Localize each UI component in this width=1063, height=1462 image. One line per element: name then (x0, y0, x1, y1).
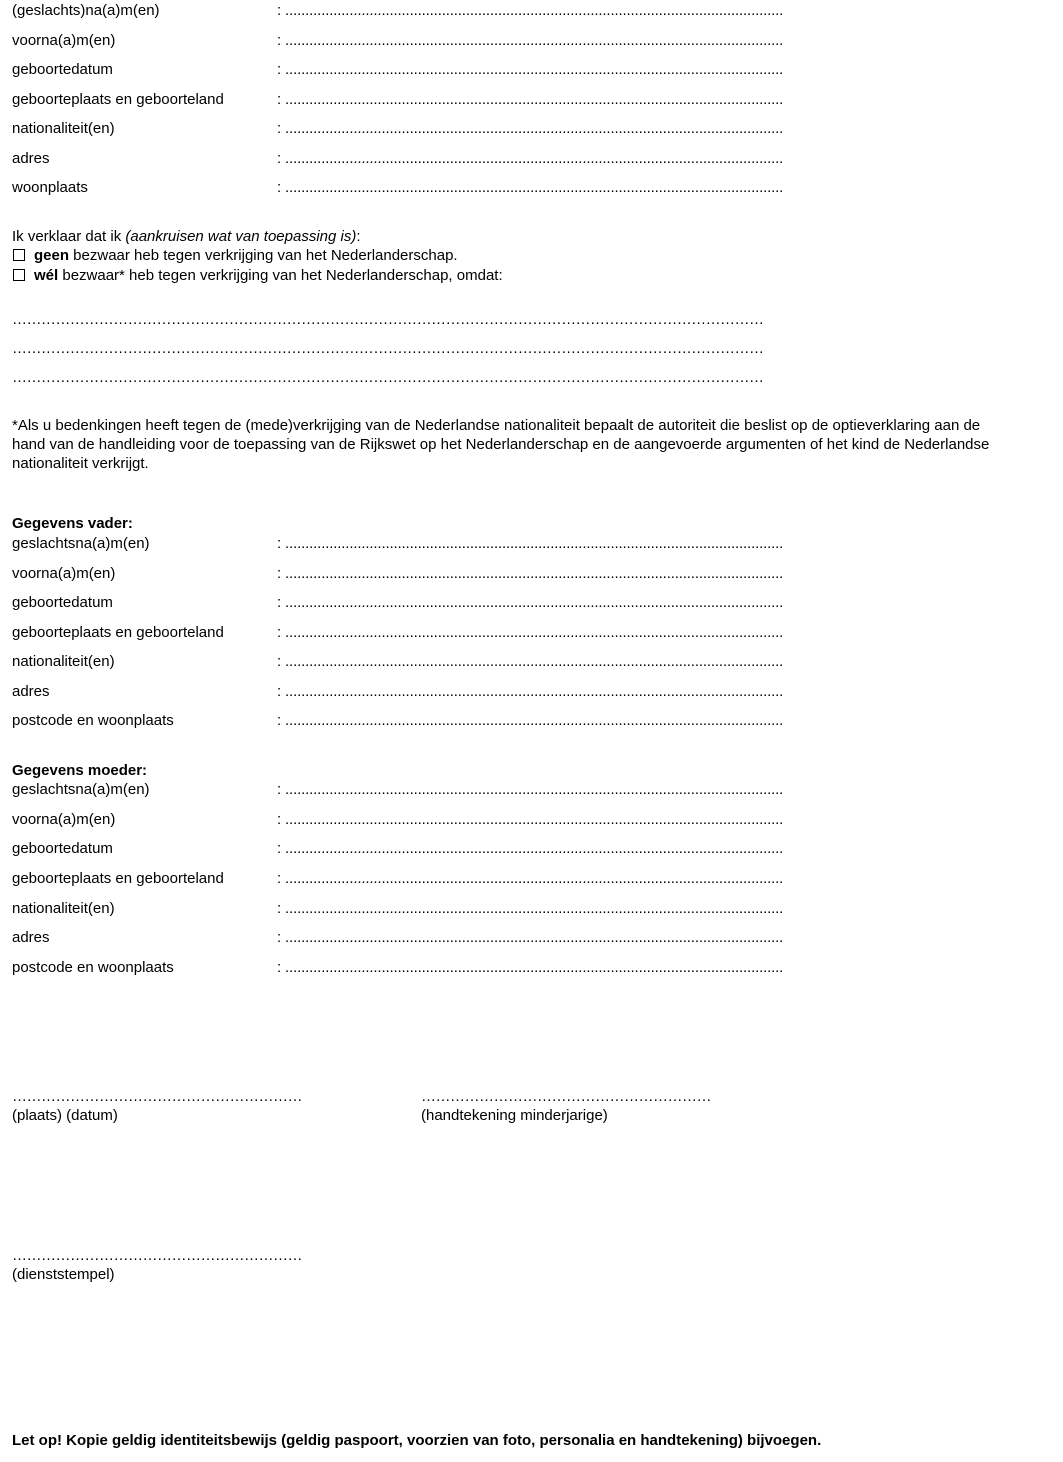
mother-field-firstnames[interactable] (12, 811, 832, 828)
field-dotted-line[interactable]: : ............................................................................................................................ (277, 535, 784, 552)
declaration-intro (12, 228, 361, 245)
field-label: geboortedatum (12, 594, 113, 611)
field-dotted-line[interactable]: : ............................................................................................................................ (277, 150, 784, 167)
field-label: geboortedatum (12, 840, 113, 857)
mother-heading: Gegevens moeder: (12, 762, 148, 779)
option-no-objection[interactable] (12, 247, 458, 264)
place-date-label: (plaats) (datum) (12, 1107, 118, 1124)
mother-field-birthdate[interactable] (12, 840, 832, 857)
reason-line[interactable]: ………………………………………………………………………………………………………………………………………… (12, 311, 764, 328)
option-bold: geen (34, 247, 70, 264)
field-dotted-line[interactable]: : ............................................................................................................................ (277, 565, 784, 582)
father-field-birthdate[interactable] (12, 594, 832, 611)
option-text: bezwaar* heb tegen verkrijging van het Nederlanderschap, omdat: (58, 267, 503, 284)
father-field-address[interactable] (12, 683, 832, 700)
applicant-field-firstnames[interactable] (12, 32, 832, 49)
field-label: geslachtsna(a)m(en) (12, 535, 150, 552)
field-dotted-line[interactable]: : ............................................................................................................................ (277, 683, 784, 700)
stamp-label: (dienststempel) (12, 1266, 115, 1283)
field-label: postcode en woonplaats (12, 959, 174, 976)
field-label: adres (12, 683, 50, 700)
field-dotted-line[interactable]: : ............................................................................................................................ (277, 2, 784, 19)
field-dotted-line[interactable]: : ............................................................................................................................ (277, 900, 784, 917)
footnote: *Als u bedenkingen heeft tegen de (mede)verkrijging van de Nederlandse nationaliteit bepaalt de autoriteit die beslist op de optieverklaring aan de hand van de handleiding voor de toepassing van de Rijkswet op het Nederlanderschap en de aangevoerde argumenten of het kind de Nederlandse nationaliteit verkrijgt. (12, 417, 990, 472)
field-dotted-line[interactable]: : ............................................................................................................................ (277, 870, 784, 887)
checkbox-icon[interactable] (13, 269, 25, 281)
stamp-line[interactable]: …………………………………………………… (12, 1247, 302, 1264)
field-label: nationaliteit(en) (12, 120, 115, 137)
applicant-field-address[interactable] (12, 150, 832, 167)
field-label: geboortedatum (12, 61, 113, 78)
mother-field-address[interactable] (12, 929, 832, 946)
father-field-nationality[interactable] (12, 653, 832, 670)
mother-field-nationality[interactable] (12, 900, 832, 917)
minor-signature-label: (handtekening minderjarige) (421, 1107, 608, 1124)
field-label: adres (12, 929, 50, 946)
field-dotted-line[interactable]: : ............................................................................................................................ (277, 929, 784, 946)
field-dotted-line[interactable]: : ............................................................................................................................ (277, 624, 784, 641)
father-field-birthplace[interactable] (12, 624, 832, 641)
notice-text: Let op! Kopie geldig identiteitsbewijs (geldig paspoort, voorzien van foto, personalia en handtekening) bijvoegen. (12, 1432, 822, 1449)
mother-field-birthplace[interactable] (12, 870, 832, 887)
father-heading: Gegevens vader: (12, 515, 133, 532)
field-dotted-line[interactable]: : ............................................................................................................................ (277, 712, 784, 729)
field-label: (geslachts)na(a)m(en) (12, 2, 160, 19)
option-bold: wél (34, 267, 59, 284)
checkbox-icon[interactable] (13, 249, 25, 261)
reason-line[interactable]: ………………………………………………………………………………………………………………………………………… (12, 340, 764, 357)
applicant-field-birthplace[interactable] (12, 91, 832, 108)
father-field-postcode-residence[interactable] (12, 712, 832, 729)
place-date-line[interactable]: …………………………………………………… (12, 1088, 302, 1105)
field-label: postcode en woonplaats (12, 712, 174, 729)
field-label: geboorteplaats en geboorteland (12, 624, 224, 641)
field-dotted-line[interactable]: : ............................................................................................................................ (277, 653, 784, 670)
field-label: voorna(a)m(en) (12, 811, 116, 828)
applicant-field-birthdate[interactable] (12, 61, 832, 78)
field-dotted-line[interactable]: : ............................................................................................................................ (277, 61, 784, 78)
field-dotted-line[interactable]: : ............................................................................................................................ (277, 840, 784, 857)
option-objection[interactable] (12, 267, 503, 284)
field-label: voorna(a)m(en) (12, 32, 116, 49)
declaration-intro-text: Ik verklaar dat ik (12, 228, 126, 245)
field-dotted-line[interactable]: : ............................................................................................................................ (277, 811, 784, 828)
field-dotted-line[interactable]: : ............................................................................................................................ (277, 594, 784, 611)
father-field-surname[interactable] (12, 535, 832, 552)
field-dotted-line[interactable]: : ............................................................................................................................ (277, 120, 784, 137)
minor-signature-line[interactable]: …………………………………………………… (421, 1088, 711, 1105)
field-label: voorna(a)m(en) (12, 565, 116, 582)
applicant-field-residence[interactable] (12, 179, 832, 196)
field-label: adres (12, 150, 50, 167)
field-label: nationaliteit(en) (12, 900, 115, 917)
option-text: bezwaar heb tegen verkrijging van het Nederlanderschap. (69, 247, 458, 264)
applicant-field-surname[interactable] (12, 2, 832, 19)
field-label: nationaliteit(en) (12, 653, 115, 670)
field-dotted-line[interactable]: : ............................................................................................................................ (277, 91, 784, 108)
declaration-intro-italic: (aankruisen wat van toepassing is) (125, 228, 357, 245)
field-dotted-line[interactable]: : ............................................................................................................................ (277, 781, 784, 798)
field-dotted-line[interactable]: : ............................................................................................................................ (277, 959, 784, 976)
field-label: geslachtsna(a)m(en) (12, 781, 150, 798)
field-dotted-line[interactable]: : ............................................................................................................................ (277, 179, 784, 196)
mother-field-surname[interactable] (12, 781, 832, 798)
field-dotted-line[interactable]: : ............................................................................................................................ (277, 32, 784, 49)
father-field-firstnames[interactable] (12, 565, 832, 582)
field-label: geboorteplaats en geboorteland (12, 870, 224, 887)
applicant-field-nationality[interactable] (12, 120, 832, 137)
mother-field-postcode-residence[interactable] (12, 959, 832, 976)
field-label: geboorteplaats en geboorteland (12, 91, 224, 108)
field-label: woonplaats (12, 179, 88, 196)
reason-line[interactable]: ………………………………………………………………………………………………………………………………………… (12, 369, 764, 386)
declaration-intro-end: : (356, 228, 361, 245)
